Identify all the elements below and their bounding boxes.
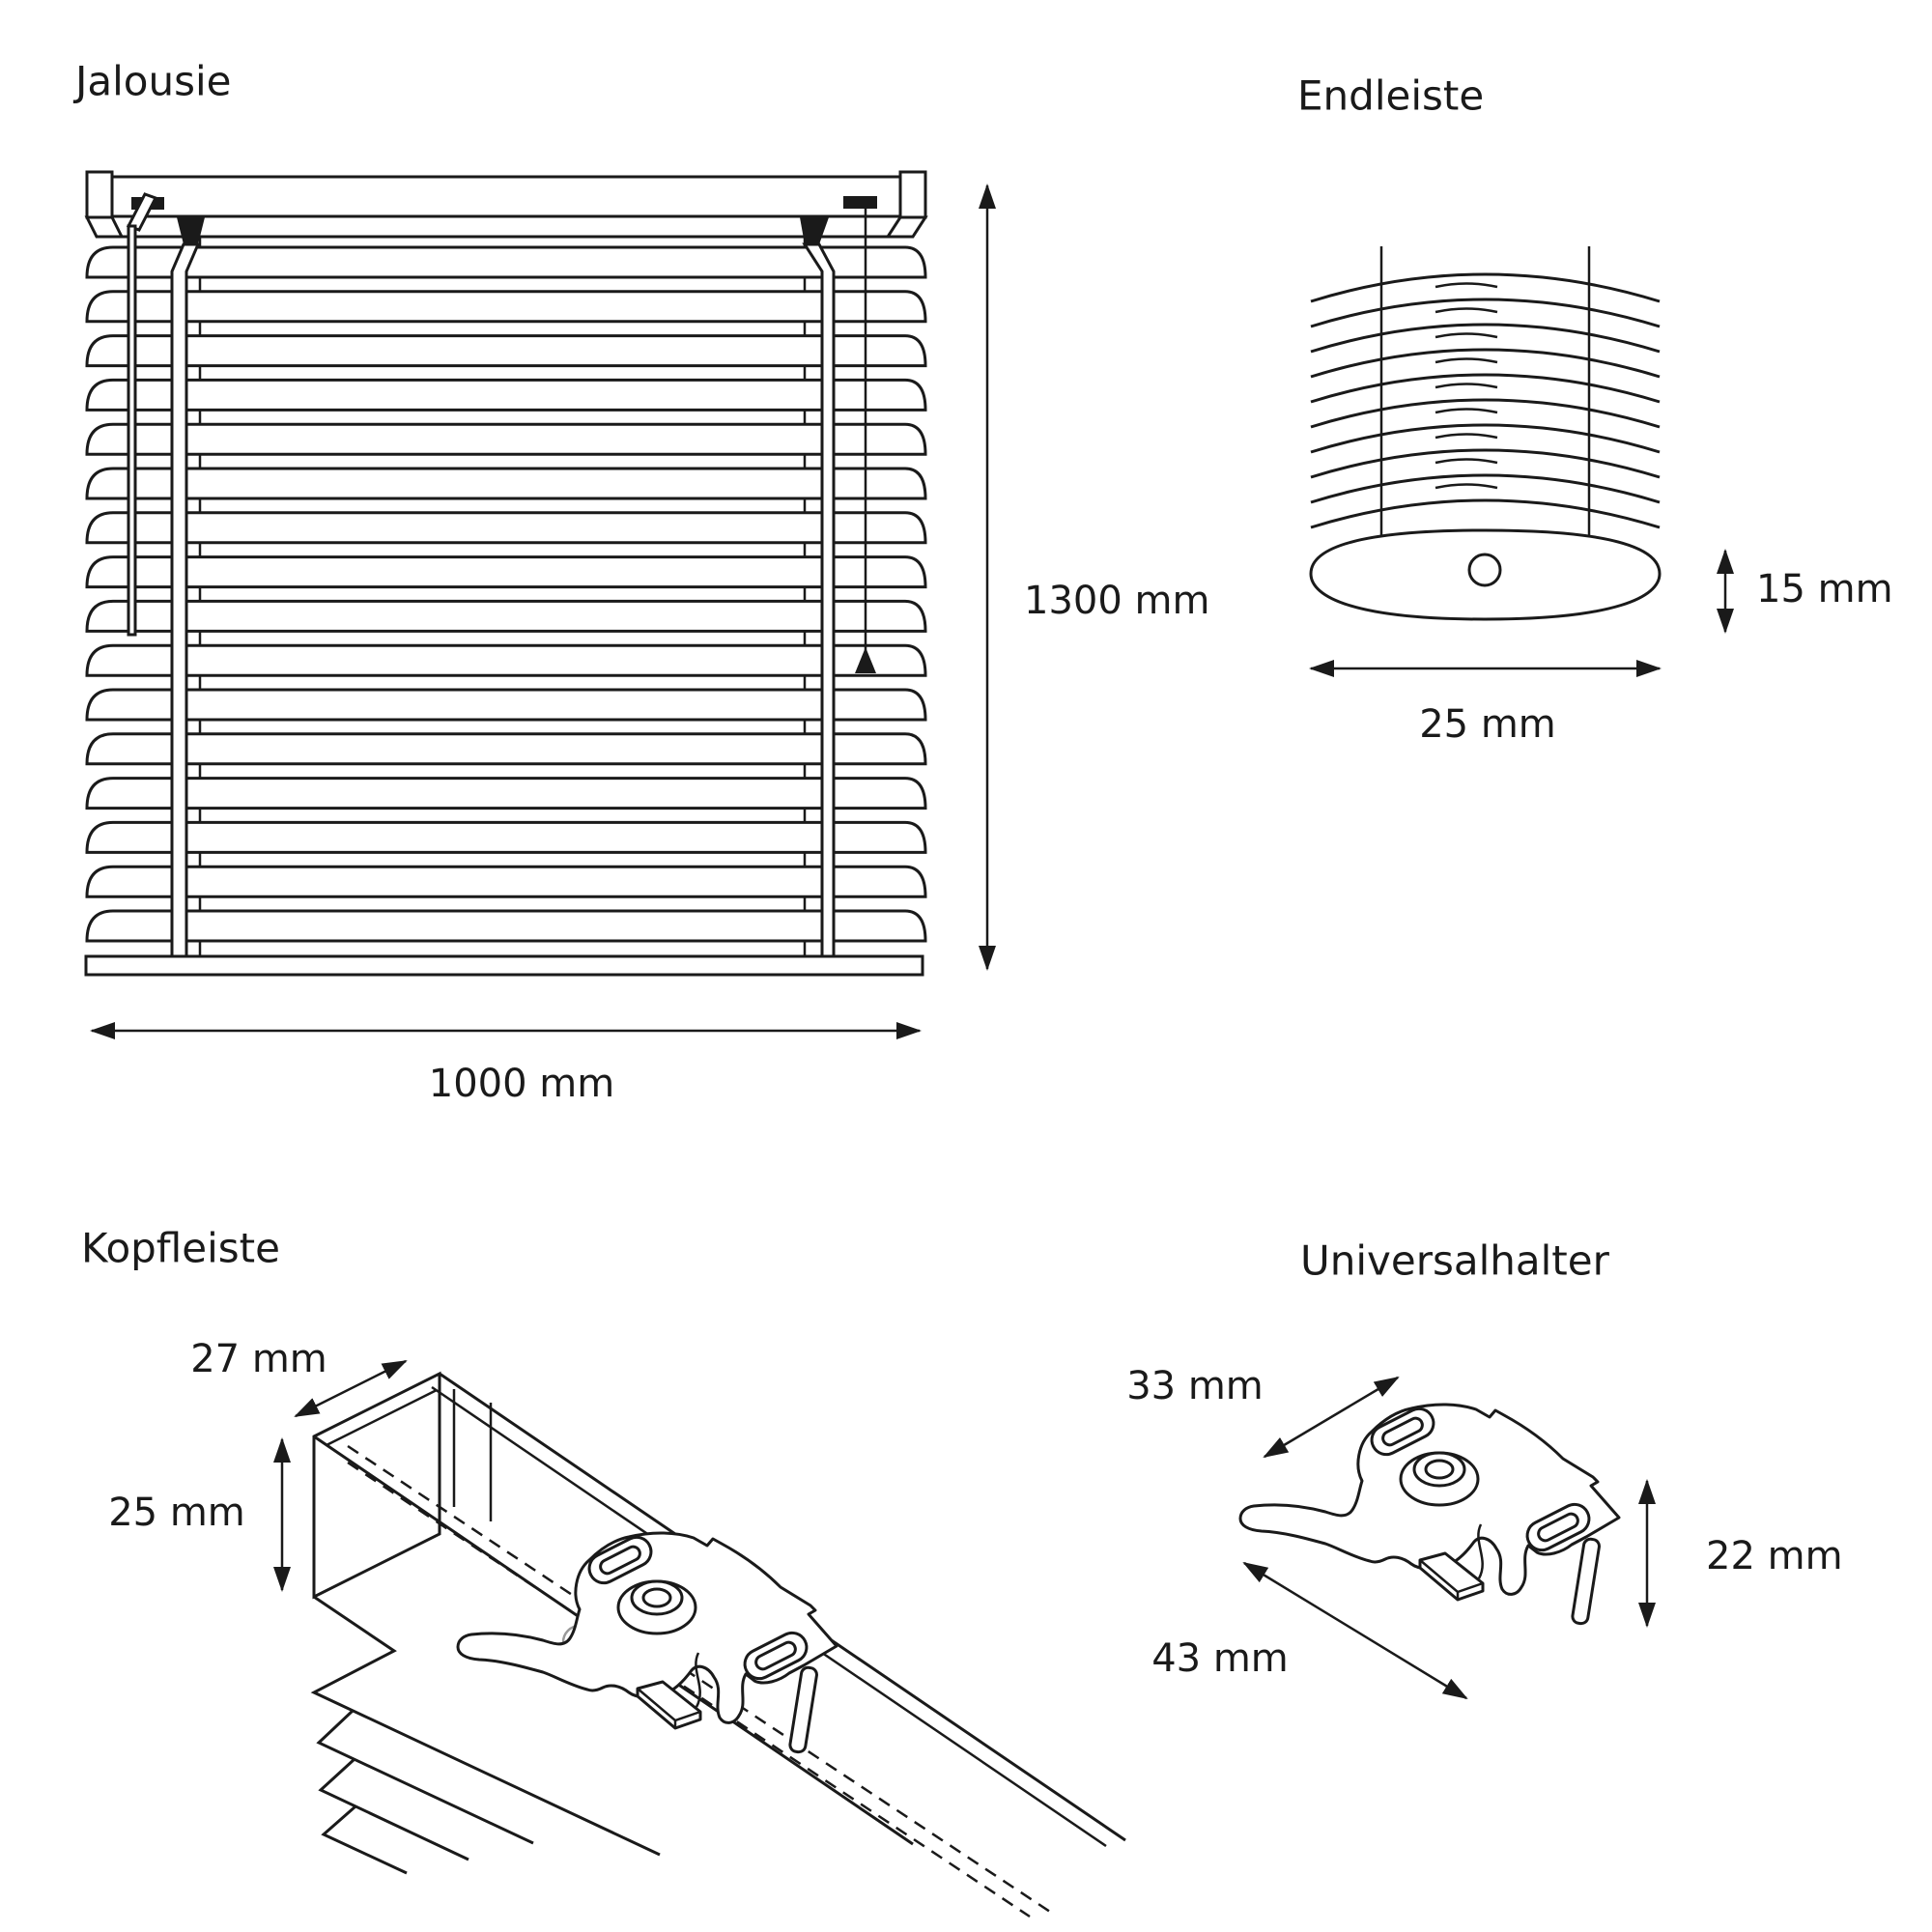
slat-edge bbox=[1311, 450, 1660, 477]
slat-edge bbox=[1311, 500, 1660, 527]
panel-endleiste bbox=[1297, 72, 1893, 748]
back-strap-tick bbox=[200, 543, 805, 557]
endleiste-width-label: 25 mm bbox=[1419, 702, 1556, 747]
rail-hidden-edges bbox=[348, 1446, 1056, 1917]
slat-edge bbox=[1311, 350, 1660, 377]
endleiste-title: Endleiste bbox=[1297, 71, 1485, 120]
blind-slats bbox=[87, 247, 925, 941]
slat-back-edge bbox=[1435, 359, 1497, 363]
slat bbox=[87, 469, 925, 498]
kopfleiste-depth-label: 27 mm bbox=[190, 1337, 327, 1381]
slat-back-edge bbox=[1435, 435, 1497, 439]
slat bbox=[87, 336, 925, 366]
slat bbox=[87, 734, 925, 764]
slat bbox=[87, 867, 925, 896]
slat-edge bbox=[1311, 375, 1660, 402]
slat bbox=[87, 247, 925, 277]
back-strap-tick bbox=[200, 941, 805, 956]
ladder-cords bbox=[1381, 246, 1589, 539]
back-strap-tick bbox=[200, 322, 805, 336]
slat-back-edge bbox=[1435, 384, 1497, 388]
cord-lock bbox=[843, 196, 877, 209]
slat bbox=[87, 557, 925, 587]
slat-back-edge bbox=[1435, 410, 1497, 413]
head-rail-cap-right-bottom bbox=[888, 217, 925, 237]
slat-back-edge bbox=[1435, 309, 1497, 313]
back-strap-tick bbox=[200, 237, 805, 247]
panel-universalhalter bbox=[1126, 1237, 1842, 1699]
slat bbox=[87, 292, 925, 322]
jalousie-title: Jalousie bbox=[75, 57, 232, 105]
panel-jalousie bbox=[72, 58, 1209, 1107]
slat bbox=[87, 822, 925, 852]
rail-end-face bbox=[314, 1374, 440, 1597]
slat bbox=[87, 601, 925, 631]
head-rail-cap-left bbox=[87, 172, 112, 217]
back-strap-tick bbox=[200, 277, 805, 292]
back-strap-tick bbox=[200, 675, 805, 690]
kopfleiste-height-label: 25 mm bbox=[108, 1491, 245, 1535]
jalousie-height-label: 1300 mm bbox=[1024, 579, 1210, 623]
head-rail bbox=[87, 172, 925, 244]
tape-exit-right bbox=[800, 217, 829, 244]
slat-edge bbox=[1311, 274, 1660, 301]
back-strap-tick bbox=[200, 809, 805, 823]
slat bbox=[87, 424, 925, 454]
back-strap-tick bbox=[200, 498, 805, 513]
stacked-slats bbox=[1311, 274, 1660, 527]
slat-edge bbox=[1311, 425, 1660, 452]
back-strap-tick bbox=[200, 631, 805, 645]
head-rail-cap-left-bottom bbox=[87, 217, 122, 237]
universalhalter-width-label: 43 mm bbox=[1151, 1636, 1289, 1681]
slat-edge bbox=[1311, 299, 1660, 327]
back-strap-tick bbox=[200, 720, 805, 734]
slat-back-edge bbox=[1435, 284, 1497, 288]
tilt-wand bbox=[128, 226, 135, 635]
back-strap-tick bbox=[200, 896, 805, 911]
slat bbox=[87, 911, 925, 941]
slat bbox=[87, 690, 925, 720]
back-strap-tick bbox=[200, 454, 805, 469]
universalhalter-height-label: 22 mm bbox=[1706, 1534, 1843, 1578]
mounted-bracket bbox=[458, 1532, 837, 1752]
cord-hole bbox=[1469, 554, 1500, 585]
kopfleiste-title: Kopfleiste bbox=[81, 1224, 280, 1272]
back-strap-tick bbox=[200, 852, 805, 867]
slat bbox=[87, 645, 925, 675]
rail-interior-supports bbox=[454, 1389, 491, 1521]
head-rail-front bbox=[87, 177, 925, 216]
slat-edge bbox=[1311, 400, 1660, 427]
slat-back-edge bbox=[1435, 334, 1497, 338]
endleiste-height-label: 15 mm bbox=[1756, 567, 1893, 611]
back-strap-tick bbox=[200, 764, 805, 779]
universalhalter-title: Universalhalter bbox=[1300, 1236, 1609, 1285]
universalhalter-depth-label: 33 mm bbox=[1126, 1364, 1264, 1408]
back-strap-tick bbox=[200, 587, 805, 602]
panel-kopfleiste bbox=[81, 1225, 1125, 1918]
bottom-rail bbox=[86, 956, 923, 975]
slat-edge bbox=[1311, 475, 1660, 502]
jalousie-width-label: 1000 mm bbox=[428, 1062, 615, 1106]
slat-back-edge bbox=[1435, 485, 1497, 489]
slat-back-edge bbox=[1435, 460, 1497, 464]
slat-edge bbox=[1311, 325, 1660, 352]
slat bbox=[87, 779, 925, 809]
slat bbox=[87, 513, 925, 543]
back-strap-tick bbox=[200, 366, 805, 381]
head-rail-cap-right bbox=[900, 172, 925, 217]
back-strap-tick bbox=[200, 410, 805, 424]
slat bbox=[87, 380, 925, 410]
